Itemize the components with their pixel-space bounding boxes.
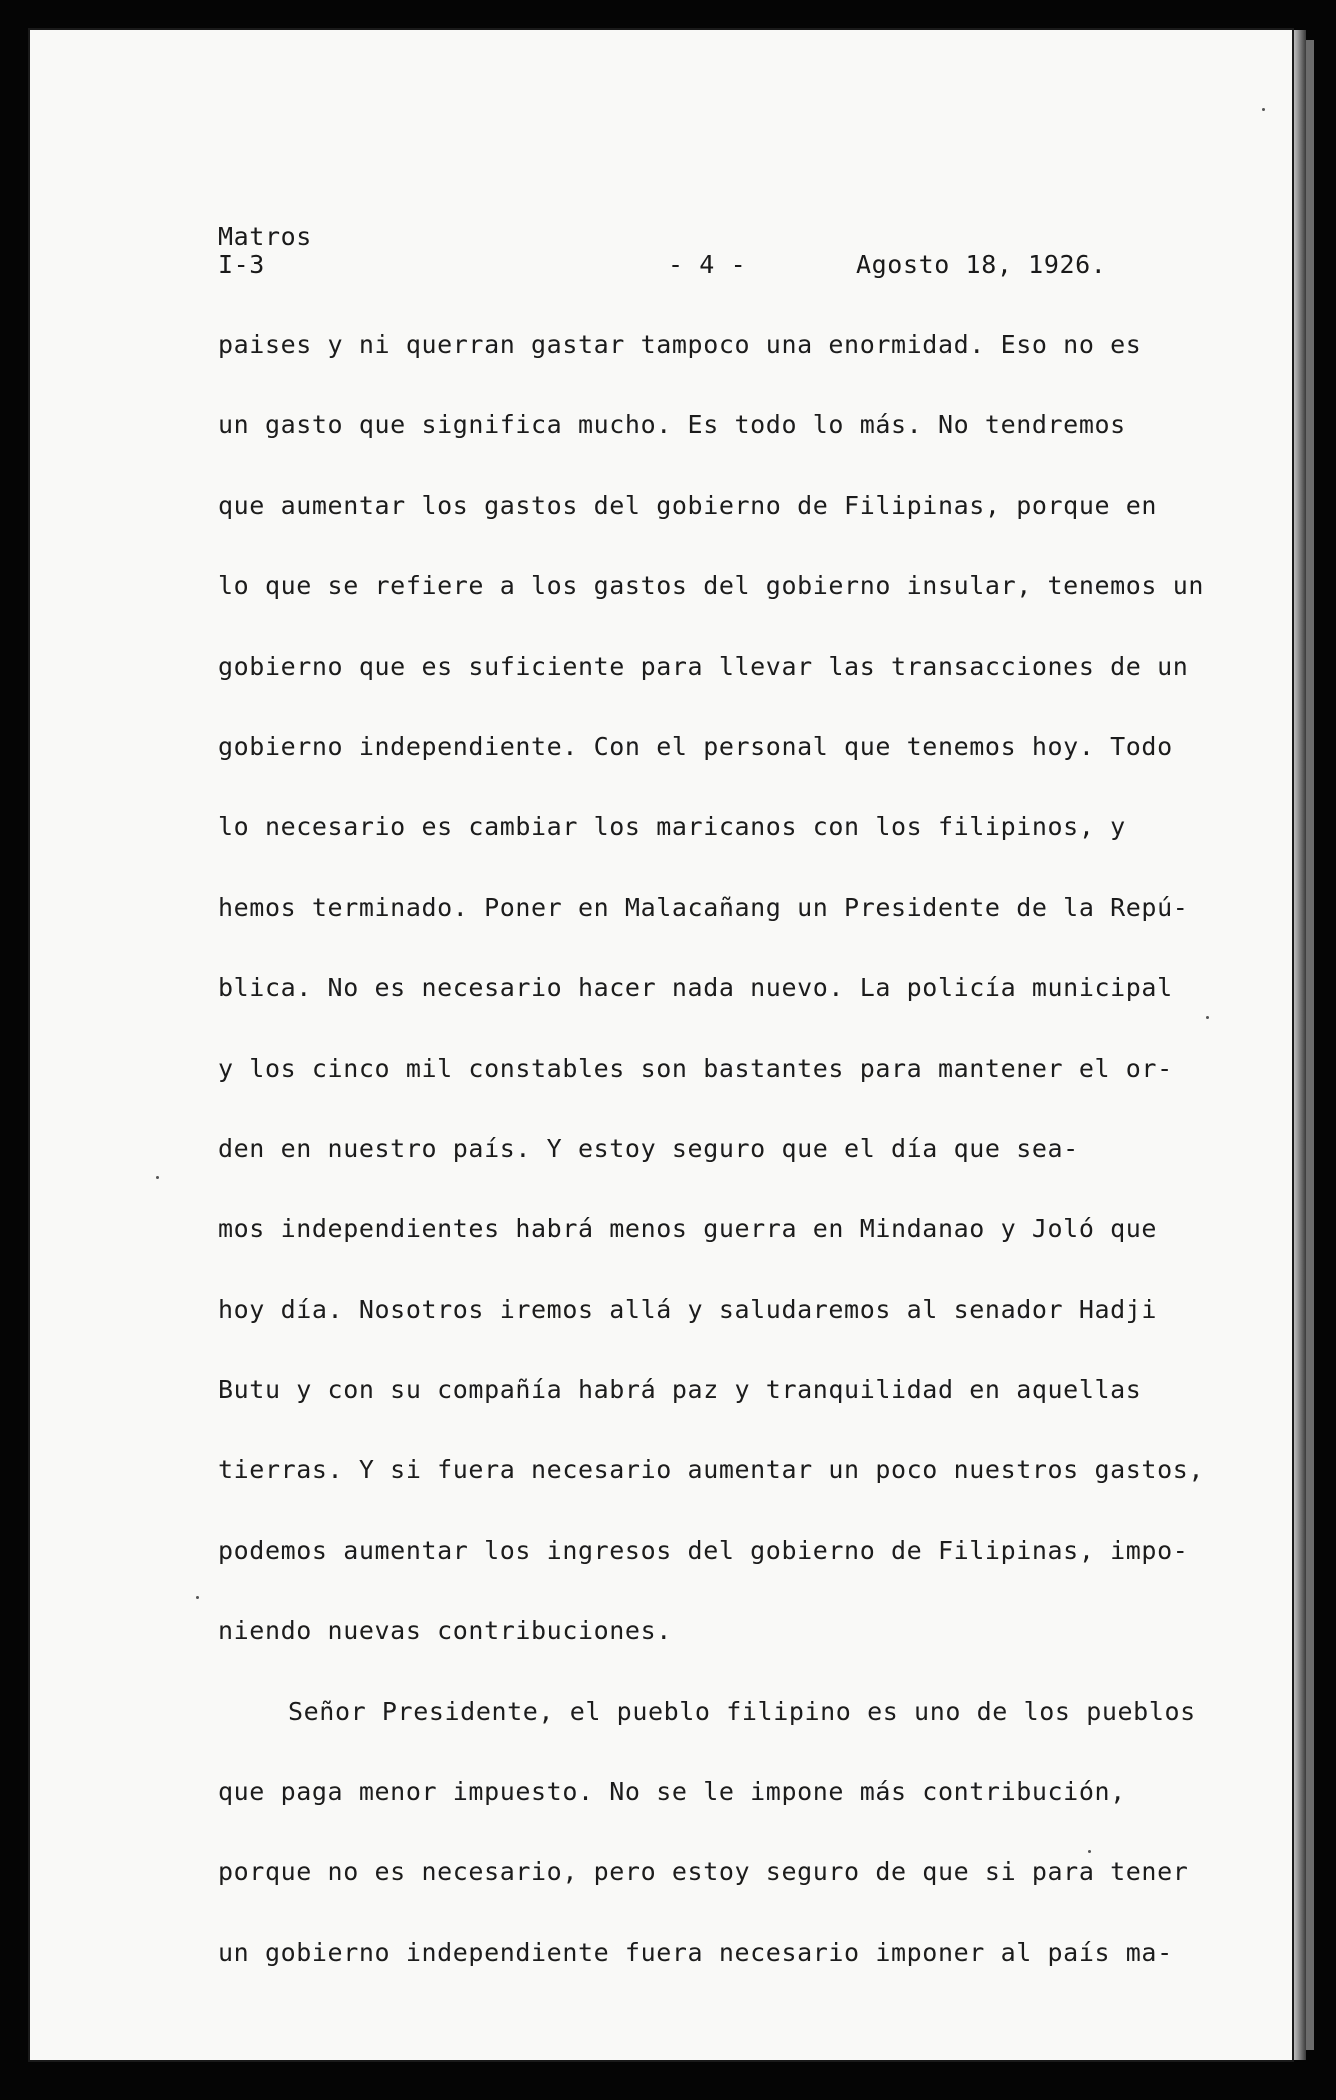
header-code: I-3: [218, 250, 265, 279]
text-line: lo que se refiere a los gastos del gobierno insular, tenemos un: [218, 571, 1205, 601]
text-line: gobierno que es suficiente para llevar las transacciones de un: [218, 651, 1189, 681]
text-line: tierras. Y si fuera necesario aumentar un poco nuestros gastos,: [218, 1455, 1205, 1485]
body-text: [218, 330, 1228, 2018]
text-line: blica. No es necesario hacer nada nuevo. La policía municipal: [218, 973, 1173, 1003]
text-line: hoy día. Nosotros iremos allá y saludaremos al senador Hadji: [218, 1294, 1158, 1324]
text-line: Butu y con su compañía habrá paz y tranquilidad en aquellas: [218, 1375, 1142, 1405]
scan-speck: [1206, 1016, 1209, 1019]
paragraph-start-line: Señor Presidente, el pueblo filipino es uno de los pueblos: [288, 1696, 1196, 1726]
text-line: que paga menor impuesto. No se le impone más contribución,: [218, 1777, 1126, 1807]
text-line: den en nuestro país. Y estoy seguro que el día que sea-: [218, 1133, 1079, 1163]
scan-speck: [1088, 1850, 1091, 1853]
text-line: mos independientes habrá menos guerra en Mindanao y Joló que: [218, 1214, 1158, 1244]
text-line: porque no es necesario, pero estoy seguro de que si para tener: [218, 1857, 1189, 1887]
scan-speck: [156, 1176, 159, 1179]
text-line: un gasto que significa mucho. Es todo lo más. No tendremos: [218, 410, 1126, 440]
text-line: que aumentar los gastos del gobierno de Filipinas, porque en: [218, 490, 1158, 520]
text-line: niendo nuevas contribuciones.: [218, 1616, 672, 1646]
text-line: un gobierno independiente fuera necesario imponer al país ma-: [218, 1937, 1173, 1967]
text-line: hemos terminado. Poner en Malacañang un Presidente de la Repú-: [218, 892, 1189, 922]
page-edge-shadow: [1292, 30, 1306, 2060]
text-line: lo necesario es cambiar los maricanos con los filipinos, y: [218, 812, 1126, 842]
scan-speck: [196, 1596, 199, 1599]
text-line: paises y ni querran gastar tampoco una enormidad. Eso no es: [218, 330, 1142, 359]
header-name: Matros: [218, 222, 312, 251]
text-line: y los cinco mil constables son bastantes para mantener el or-: [218, 1053, 1173, 1083]
scan-speck: [1262, 108, 1265, 111]
text-line: podemos aumentar los ingresos del gobierno de Filipinas, impo-: [218, 1535, 1189, 1565]
page-edge-underlay: [1306, 40, 1314, 2050]
page-number: - 4 -: [668, 250, 747, 279]
text-line: gobierno independiente. Con el personal que tenemos hoy. Todo: [218, 731, 1173, 761]
header-date: Agosto 18, 1926.: [856, 250, 1107, 279]
